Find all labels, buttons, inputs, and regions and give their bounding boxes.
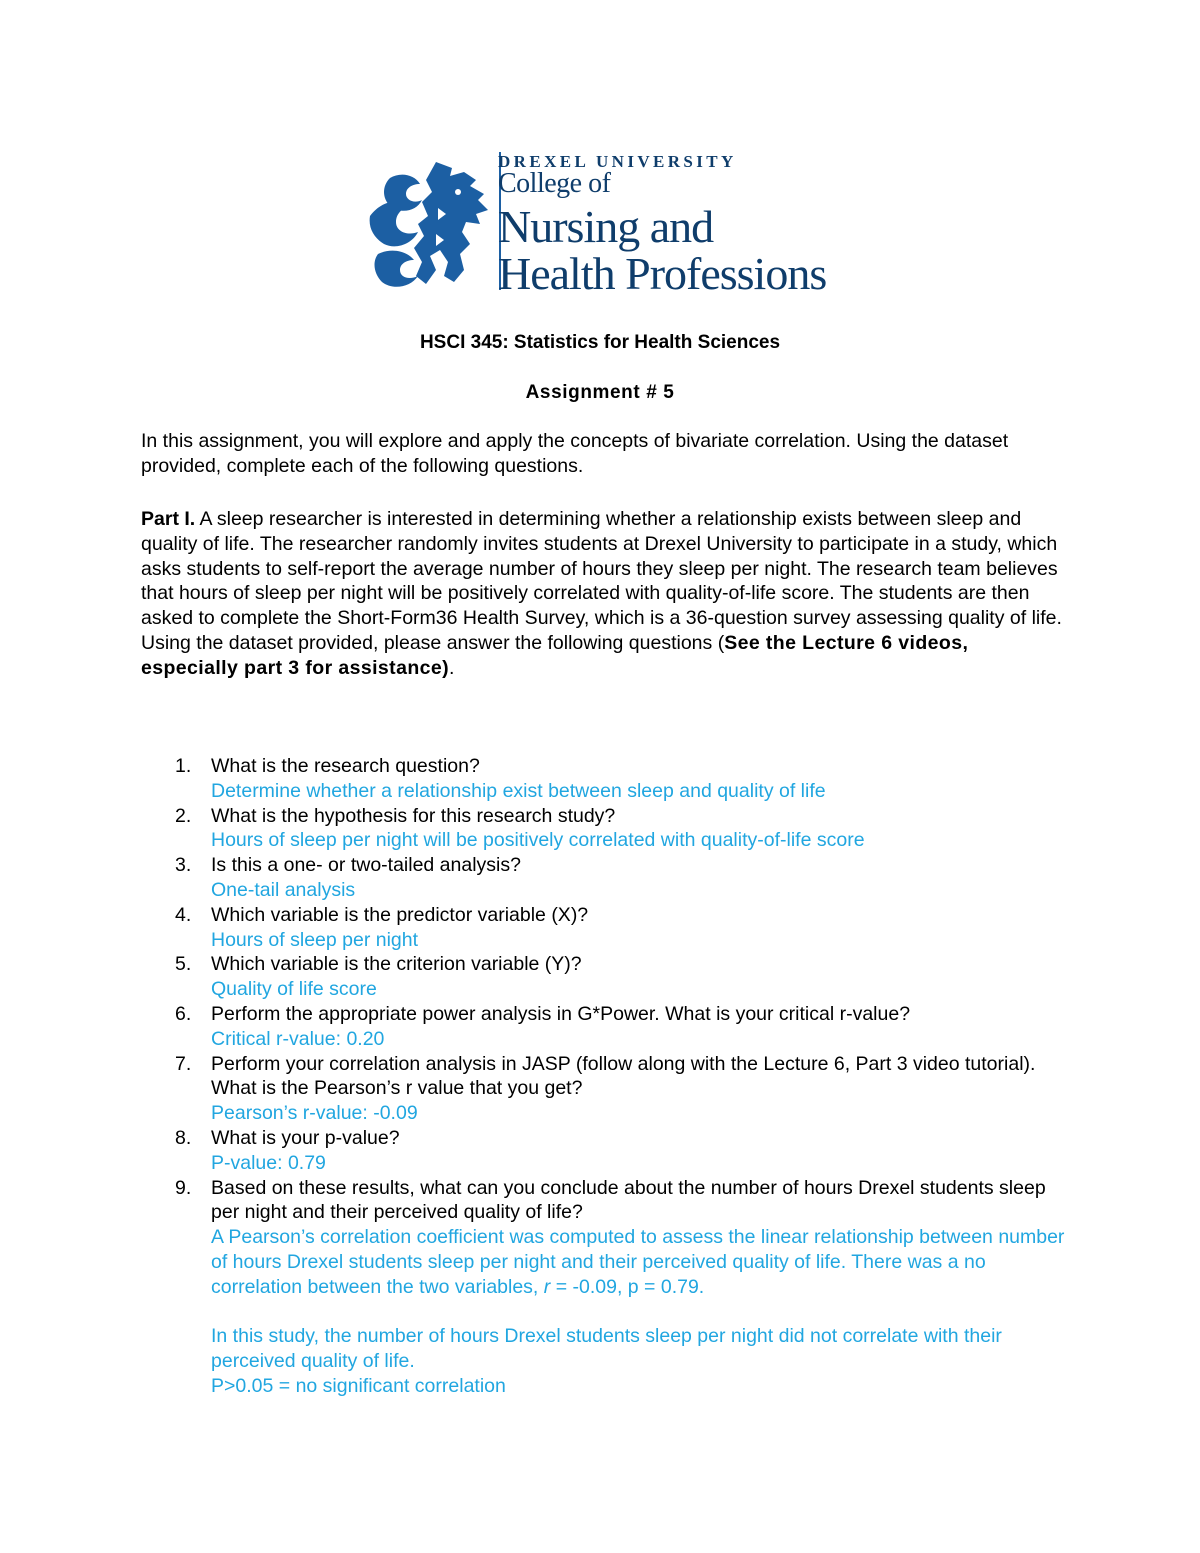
question-text: Perform the appropriate power analysis in G*Power. What is your critical r-value? xyxy=(211,1002,911,1025)
list-item xyxy=(141,804,1066,854)
answer-text: Hours of sleep per night xyxy=(211,928,419,951)
question-number: 8. xyxy=(175,1126,192,1149)
question-number: 3. xyxy=(175,854,192,877)
list-item xyxy=(141,1052,1066,1126)
answer-conclusion: In this study, the number of hours Drexel students sleep per night did not correlate with their perceived quality of life. xyxy=(211,1325,1002,1373)
answer-text: Quality of life score xyxy=(211,978,377,1001)
question-number: 9. xyxy=(175,1176,192,1199)
list-item xyxy=(141,754,1066,804)
answer-text: Critical r-value: 0.20 xyxy=(211,1027,385,1050)
college-logo xyxy=(366,150,846,300)
logo-nursing-and: Nursing and xyxy=(498,201,714,252)
question-text: Perform your correlation analysis in JASP (follow along with the Lecture 6, Part 3 video tutorial). What is the Pearson’s r value that you get? xyxy=(211,1052,1036,1100)
list-item xyxy=(141,1176,1066,1399)
question-text: Based on these results, what can you conclude about the number of hours Drexel students sleep per night and their perceived quality of life? xyxy=(211,1176,1046,1224)
drexel-dragon-icon xyxy=(366,158,492,290)
question-text: Is this a one- or two-tailed analysis? xyxy=(211,854,521,877)
question-number: 1. xyxy=(175,755,192,777)
logo-college-of: College of xyxy=(498,168,611,199)
answer-significance: P>0.05 = no significant correlation xyxy=(211,1374,506,1397)
question-list xyxy=(141,754,1066,1399)
assignment-title: Assignment # 5 xyxy=(525,382,675,403)
logo-health-professions: Health Professions xyxy=(498,248,827,299)
question-number: 4. xyxy=(175,903,192,926)
answer-part-a: A Pearson’s correlation coefficient was computed to assess the linear relationship between number of hours Drexel students sleep per night and their perceived quality of life. There was a no correlation between the two variables, xyxy=(211,1226,1065,1298)
question-text: What is the hypothesis for this research study? xyxy=(211,804,616,827)
list-item xyxy=(141,1126,1066,1176)
question-number: 2. xyxy=(175,804,192,827)
course-title: HSCI 345: Statistics for Health Sciences xyxy=(419,332,781,353)
question-number: 6. xyxy=(175,1002,192,1025)
answer-text: Hours of sleep per night will be positively correlated with quality-of-life score xyxy=(211,829,865,852)
answer-r-symbol: r xyxy=(543,1275,551,1298)
part1-text: A sleep researcher is interested in determining whether a relationship exists between sleep and quality of life. The researcher randomly invites students at Drexel University to participate in a study, which asks students to self-report the average number of hours they sleep per night. The research team believes that hours of sleep per night will be positively correlated with quality-of-life score. The students are then asked to complete the Short-Form36 Health Survey, which is a 36-question survey assessing quality of life. Using the dataset provided, please answer the following questions ( xyxy=(141,508,1062,654)
question-text: Which variable is the criterion variable (Y)? xyxy=(211,953,582,976)
answer-text xyxy=(211,1225,1066,1299)
intro-paragraph: In this assignment, you will explore and apply the concepts of bivariate correlation. Using the dataset provided, complete each of the following questions. xyxy=(141,430,1009,477)
question-text: What is your p-value? xyxy=(211,1126,400,1149)
answer-text: P-value: 0.79 xyxy=(211,1151,326,1174)
answer-part-b: = -0.09, p = 0.79. xyxy=(550,1275,705,1298)
list-item xyxy=(141,903,1066,953)
question-text: Which variable is the predictor variable (X)? xyxy=(211,903,589,926)
answer-text: Determine whether a relationship exist between sleep and quality of life xyxy=(211,779,826,802)
blank-line xyxy=(211,1300,1066,1325)
answer-text: Pearson’s r-value: -0.09 xyxy=(211,1102,418,1125)
part1-bold-note: See the Lecture 6 videos, especially part 3 for assistance) xyxy=(141,631,969,679)
part1-paragraph xyxy=(141,507,1066,681)
part1-end: . xyxy=(449,656,455,679)
answer-text: One-tail analysis xyxy=(211,878,356,901)
question-number: 7. xyxy=(175,1052,192,1075)
list-item xyxy=(141,1002,1066,1052)
logo-university-name: DREXEL UNIVERSITY xyxy=(498,152,737,171)
part1-label: Part I. xyxy=(141,508,196,530)
list-item xyxy=(141,853,1066,903)
question-text: What is the research question? xyxy=(211,755,480,777)
question-number: 5. xyxy=(175,953,192,976)
list-item xyxy=(141,952,1066,1002)
